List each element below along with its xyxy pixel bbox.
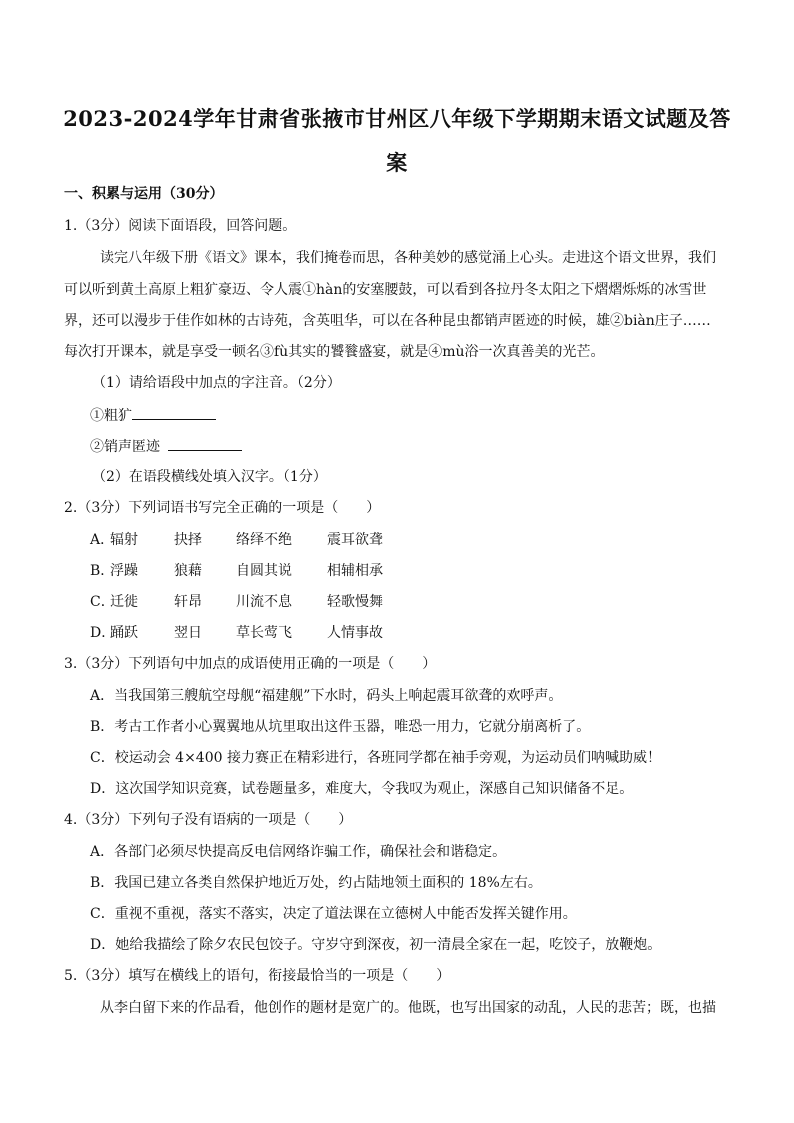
q2-option-word: 狼藉 [174, 563, 202, 579]
q1-paragraph-line: 界，还可以漫步于佳作如林的古诗苑，含英咀华，可以在各种昆虫都销声匿迹的时候，雄②biàn庄子…… [64, 313, 711, 329]
q2-option-label[interactable]: B． [90, 563, 115, 579]
q3-stem: 3.（3分）下列语句中加点的成语使用正确的一项是（ ） [64, 656, 437, 672]
q2-option-word: 轻歌慢舞 [327, 594, 383, 610]
q1-stem: 1.（3分）阅读下面语段，回答问题。 [64, 218, 297, 234]
q2-option-label[interactable]: C． [90, 594, 115, 610]
q4-stem: 4.（3分）下列句子没有语病的一项是（ ） [64, 812, 353, 828]
q2-option-word: 踊跃 [110, 625, 138, 641]
q2-option-word: 辐射 [110, 532, 138, 548]
q2-option-label[interactable]: A． [90, 532, 115, 548]
q3-option[interactable]: D．这次国学知识竞赛，试卷题量多，难度大，令我叹为观止，深感自己知识储备不足。 [90, 781, 634, 797]
q2-option-word: 迁徙 [110, 594, 138, 610]
q1-sub-question-2: （2）在语段横线处填入汉字。（1分） [92, 469, 327, 485]
q2-option-word: 草长莺飞 [236, 625, 292, 641]
q1-item-label: ①粗犷 [90, 408, 132, 424]
q4-option[interactable]: B．我国已建立各类自然保护地近万处，约占陆地领土面积的 18%左右。 [90, 875, 542, 891]
q1-paragraph-line: 每次打开课本，就是享受一顿名③fù其实的饕餮盛宴，就是④mù浴一次真善美的光芒。 [64, 344, 605, 360]
q2-option-word: 络绎不绝 [236, 532, 292, 548]
page-title-line-2: 案 [386, 150, 408, 175]
q2-option-word: 浮躁 [110, 563, 138, 579]
q1-answer-row-2 [90, 436, 242, 457]
q2-option-word: 自圆其说 [236, 563, 292, 579]
q3-option[interactable]: B．考古工作者小心翼翼地从坑里取出这件玉器，唯恐一用力，它就分崩离析了。 [90, 719, 591, 735]
page-title-line-1: 2023-2024学年甘肃省张掖市甘州区八年级下学期期末语文试题及答 [63, 106, 731, 131]
answer-blank[interactable] [132, 405, 216, 420]
q2-option-word: 相辅相承 [327, 563, 383, 579]
q2-option-label[interactable]: D． [90, 625, 116, 641]
q4-option[interactable]: C．重视不重视，落实不落实，决定了道法课在立德树人中能否发挥关键作用。 [90, 906, 577, 922]
q2-option-word: 翌日 [174, 625, 202, 641]
section-heading: 一、积累与运用（30分） [64, 186, 224, 202]
q4-option[interactable]: A．各部门必须尽快提高反电信网络诈骗工作，确保社会和谐稳定。 [90, 844, 507, 860]
q1-answer-row-1 [90, 405, 216, 426]
q5-stem: 5.（3分）填写在横线上的语句，衔接最恰当的一项是（ ） [64, 968, 451, 984]
q2-option-word: 震耳欲聋 [327, 532, 383, 548]
q2-stem: 2.（3分）下列词语书写完全正确的一项是（ ） [64, 500, 381, 516]
q1-paragraph-line: 读完八年级下册《语文》课本，我们掩卷而思，各种美妙的感觉涌上心头。走进这个语文世界，我们 [100, 250, 716, 266]
answer-blank[interactable] [168, 436, 242, 451]
q2-option-word: 轩昂 [174, 594, 202, 610]
q1-item-label: ②销声匿迹 [90, 439, 160, 455]
q4-option[interactable]: D．她给我描绘了除夕农民包饺子。守岁守到深夜，初一清晨全家在一起，吃饺子，放鞭炮。 [90, 937, 662, 953]
q1-sub-question-1: （1）请给语段中加点的字注音。（2分） [92, 375, 341, 391]
q1-paragraph-line: 可以听到黄土高原上粗犷豪迈、令人震①hàn的安塞腰鼓，可以看到各拉丹冬太阳之下熠熠烁烁的冰雪世 [64, 282, 707, 298]
q5-paragraph: 从李白留下来的作品看，他创作的题材是宽广的。他既，也写出国家的动乱，人民的悲苦；既，也描 [100, 1000, 716, 1016]
q3-option[interactable]: C．校运动会 4×400 接力赛正在精彩进行，各班同学都在袖手旁观，为运动员们呐喊助威！ [90, 750, 661, 766]
q3-option[interactable]: A．当我国第三艘航空母舰“福建舰”下水时，码头上响起震耳欲聋的欢呼声。 [90, 688, 563, 704]
q2-option-word: 抉择 [174, 532, 202, 548]
q2-option-word: 川流不息 [236, 594, 292, 610]
q2-option-word: 人情事故 [327, 625, 383, 641]
